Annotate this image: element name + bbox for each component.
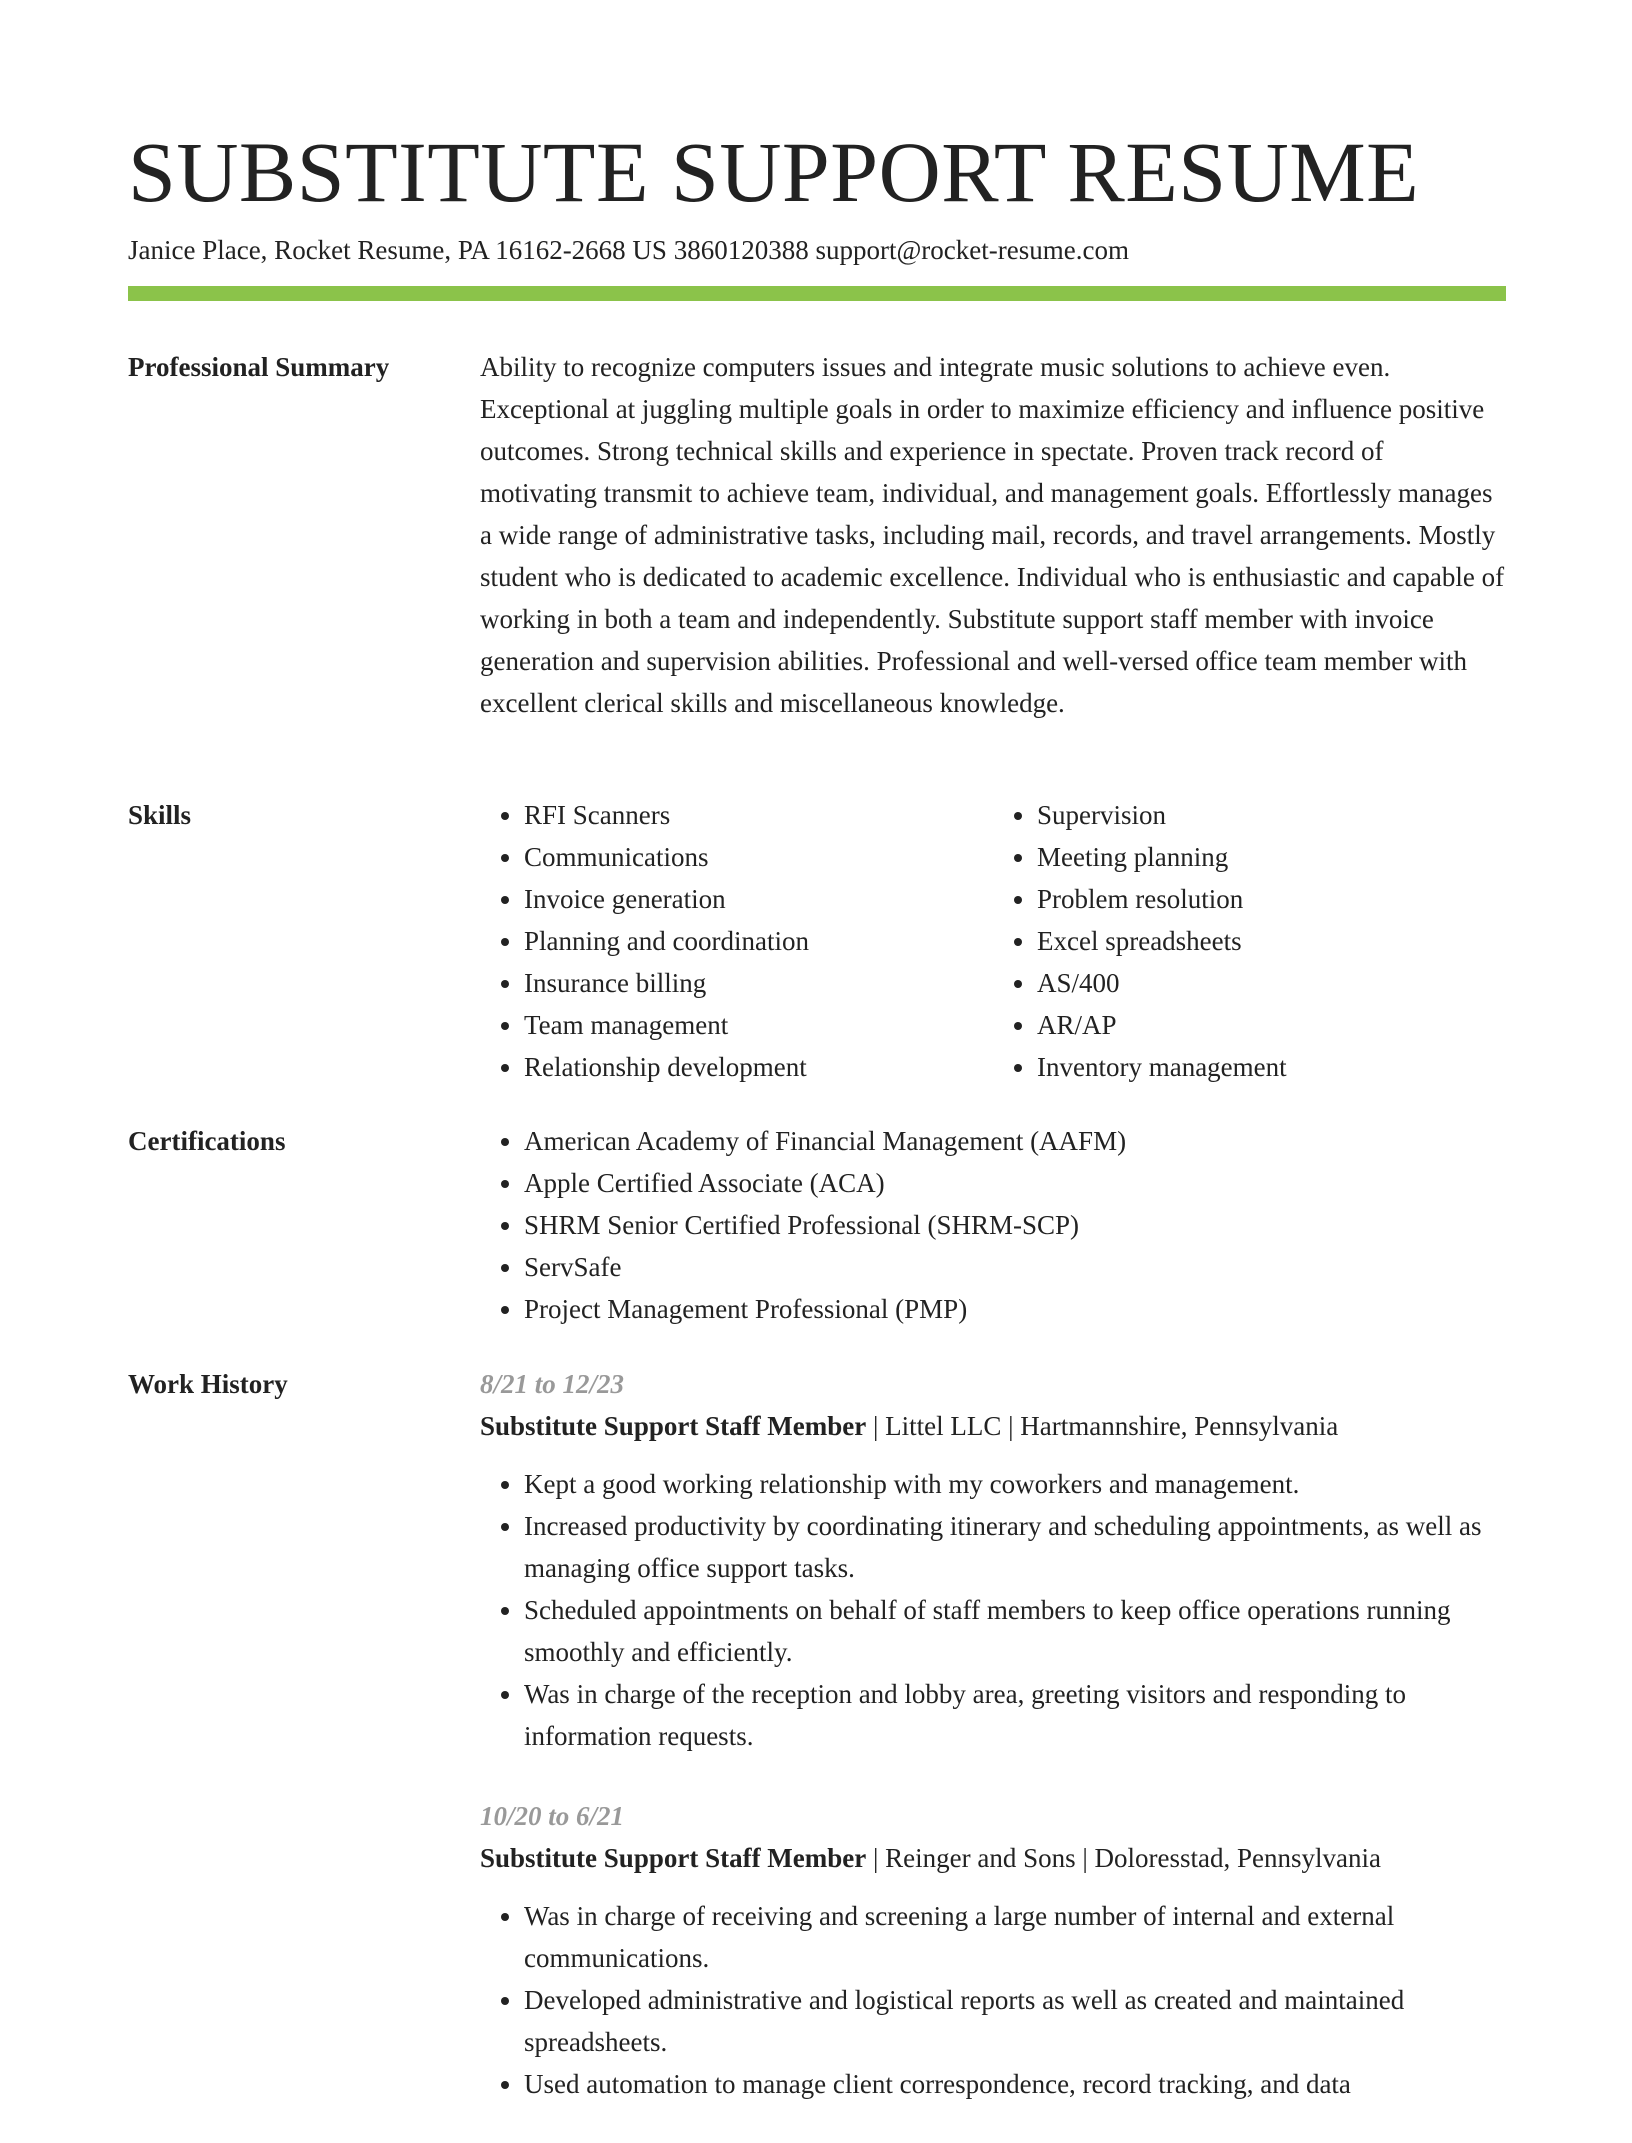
list-item: • Apple Certified Associate (ACA) bbox=[524, 1162, 1506, 1204]
job-bullets bbox=[480, 1463, 1506, 1757]
list-item: • Relationship development bbox=[524, 1046, 993, 1088]
work-history-label: Work History bbox=[128, 1369, 288, 1399]
skills-list-left bbox=[480, 794, 993, 1088]
job-dates: 10/20 to 6/21 bbox=[480, 1801, 625, 1831]
job-entry bbox=[480, 1795, 1506, 2105]
list-item: • Excel spreadsheets bbox=[1037, 920, 1506, 962]
list-item: • Meeting planning bbox=[1037, 836, 1506, 878]
list-item: • Communications bbox=[524, 836, 993, 878]
job-title: Substitute Support Staff Member bbox=[480, 1411, 867, 1441]
list-item: • Kept a good working relationship with my coworkers and management. bbox=[524, 1463, 1506, 1505]
skills-body bbox=[480, 794, 1506, 1088]
job-bullets bbox=[480, 1895, 1506, 2105]
list-item: • ServSafe bbox=[524, 1246, 1506, 1288]
summary-label: Professional Summary bbox=[128, 352, 390, 382]
list-item: • RFI Scanners bbox=[524, 794, 993, 836]
list-item: • Scheduled appointments on behalf of staff members to keep office operations running smoothly and efficiently. bbox=[524, 1589, 1506, 1673]
work-history-body bbox=[480, 1363, 1506, 2143]
job-details: | Littel LLC | Hartmannshire, Pennsylvania bbox=[866, 1411, 1339, 1441]
job-title-line bbox=[480, 1405, 1506, 1447]
list-item: • AS/400 bbox=[1037, 962, 1506, 1004]
job-title-line bbox=[480, 1837, 1506, 1879]
list-item: • SHRM Senior Certified Professional (SHRM-SCP) bbox=[524, 1204, 1506, 1246]
list-item: • Was in charge of the reception and lobby area, greeting visitors and responding to information requests. bbox=[524, 1673, 1506, 1757]
certifications-label: Certifications bbox=[128, 1126, 286, 1156]
list-item: • Inventory management bbox=[1037, 1046, 1506, 1088]
list-item: • Insurance billing bbox=[524, 962, 993, 1004]
job-details: | Reinger and Sons | Doloresstad, Pennsylvania bbox=[866, 1843, 1382, 1873]
list-item: • Planning and coordination bbox=[524, 920, 993, 962]
skills-label: Skills bbox=[128, 800, 192, 830]
list-item: • Used automation to manage client correspondence, record tracking, and data bbox=[524, 2063, 1506, 2105]
list-item: • Developed administrative and logistical reports as well as created and maintained spreadsheets. bbox=[524, 1979, 1506, 2063]
list-item: • Supervision bbox=[1037, 794, 1506, 836]
certifications-list bbox=[480, 1120, 1506, 1330]
job-entry bbox=[480, 1363, 1506, 1757]
contact-line: Janice Place, Rocket Resume, PA 16162-2668 US 3860120388 support@rocket-resume.com bbox=[128, 235, 1129, 265]
skills-list-right bbox=[993, 794, 1506, 1088]
list-item: • Was in charge of receiving and screening a large number of internal and external communications. bbox=[524, 1895, 1506, 1979]
list-item: • American Academy of Financial Management (AAFM) bbox=[524, 1120, 1506, 1162]
list-item: • Problem resolution bbox=[1037, 878, 1506, 920]
certifications-body bbox=[480, 1120, 1506, 1330]
summary-text: Ability to recognize computers issues and integrate music solutions to achieve even. Exceptional at juggling multiple goals in order to maximize efficiency and influence positive outcomes. Strong technical skills and experience in spectate. Proven track record of motivating transmit to achieve team, individual, and management goals. Effortlessly manages a wide range of administrative tasks, including mail, records, and travel arrangements. Mostly student who is dedicated to academic excellence. Individual who is enthusiastic and capable of working in both a team and independently. Substitute support staff member with invoice generation and supervision abilities. Professional and well-versed office team member with excellent clerical skills and miscellaneous knowledge. bbox=[480, 352, 1505, 718]
summary-body bbox=[480, 346, 1506, 724]
list-item: • Project Management Professional (PMP) bbox=[524, 1288, 1506, 1330]
list-item: • AR/AP bbox=[1037, 1004, 1506, 1046]
list-item: • Invoice generation bbox=[524, 878, 993, 920]
job-title: Substitute Support Staff Member bbox=[480, 1843, 867, 1873]
job-dates: 8/21 to 12/23 bbox=[480, 1369, 625, 1399]
header-divider bbox=[128, 286, 1506, 301]
list-item: • Increased productivity by coordinating itinerary and scheduling appointments, as well as managing office support tasks. bbox=[524, 1505, 1506, 1589]
page-title: SUBSTITUTE SUPPORT RESUME bbox=[128, 124, 1420, 220]
list-item: • Team management bbox=[524, 1004, 993, 1046]
